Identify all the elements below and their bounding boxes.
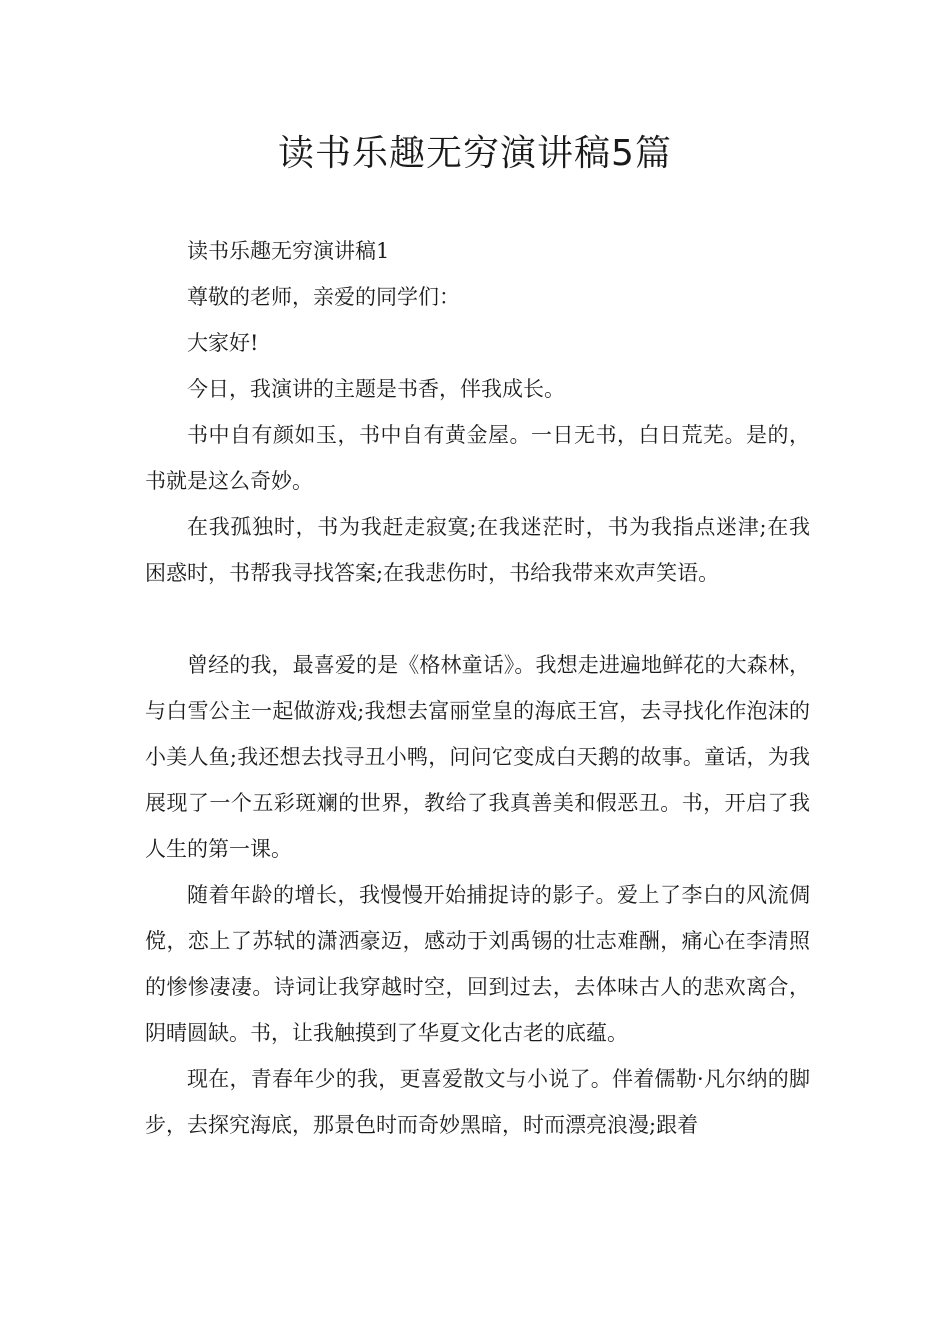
section-heading: 读书乐趣无穷演讲稿1 <box>187 239 390 263</box>
paragraph: 今日，我演讲的主题是书香，伴我成长。 <box>187 377 565 401</box>
greeting: 大家好! <box>187 331 259 355</box>
paragraph: 在我孤独时，书为我赶走寂寞;在我迷茫时，书为我指点迷津;在我困惑时，书帮我寻找答案;在我悲伤时，书给我带来欢声笑语。 <box>145 515 810 585</box>
document-title: 读书乐趣无穷演讲稿5篇 <box>278 133 672 174</box>
paragraph: 书中自有颜如玉，书中自有黄金屋。一日无书，白日荒芜。是的，书就是这么奇妙。 <box>145 423 810 493</box>
paragraph: 随着年龄的增长，我慢慢开始捕捉诗的影子。爱上了李白的风流倜傥，恋上了苏轼的潇洒豪迈，感动于刘禹锡的壮志难酬，痛心在李清照的惨惨凄凄。诗词让我穿越时空，回到过去，去体味古人的悲欢离合，阴晴圆缺。书，让我触摸到了华夏文化古老的底蕴。 <box>145 883 810 1045</box>
document-body <box>145 228 810 1148</box>
paragraph: 现在，青春年少的我，更喜爱散文与小说了。伴着儒勒·凡尔纳的脚步，去探究海底，那景色时而奇妙黑暗，时而漂亮浪漫;跟着 <box>145 1067 810 1137</box>
salutation: 尊敬的老师，亲爱的同学们： <box>187 285 460 309</box>
paragraph: 曾经的我，最喜爱的是《格林童话》。我想走进遍地鲜花的大森林，与白雪公主一起做游戏;我想去富丽堂皇的海底王宫，去寻找化作泡沫的小美人鱼;我还想去找寻丑小鸭，问问它变成白天鹅的故事。童话，为我展现了一个五彩斑斓的世界，教给了我真善美和假恶丑。书，开启了我人生的第一课。 <box>145 653 810 861</box>
